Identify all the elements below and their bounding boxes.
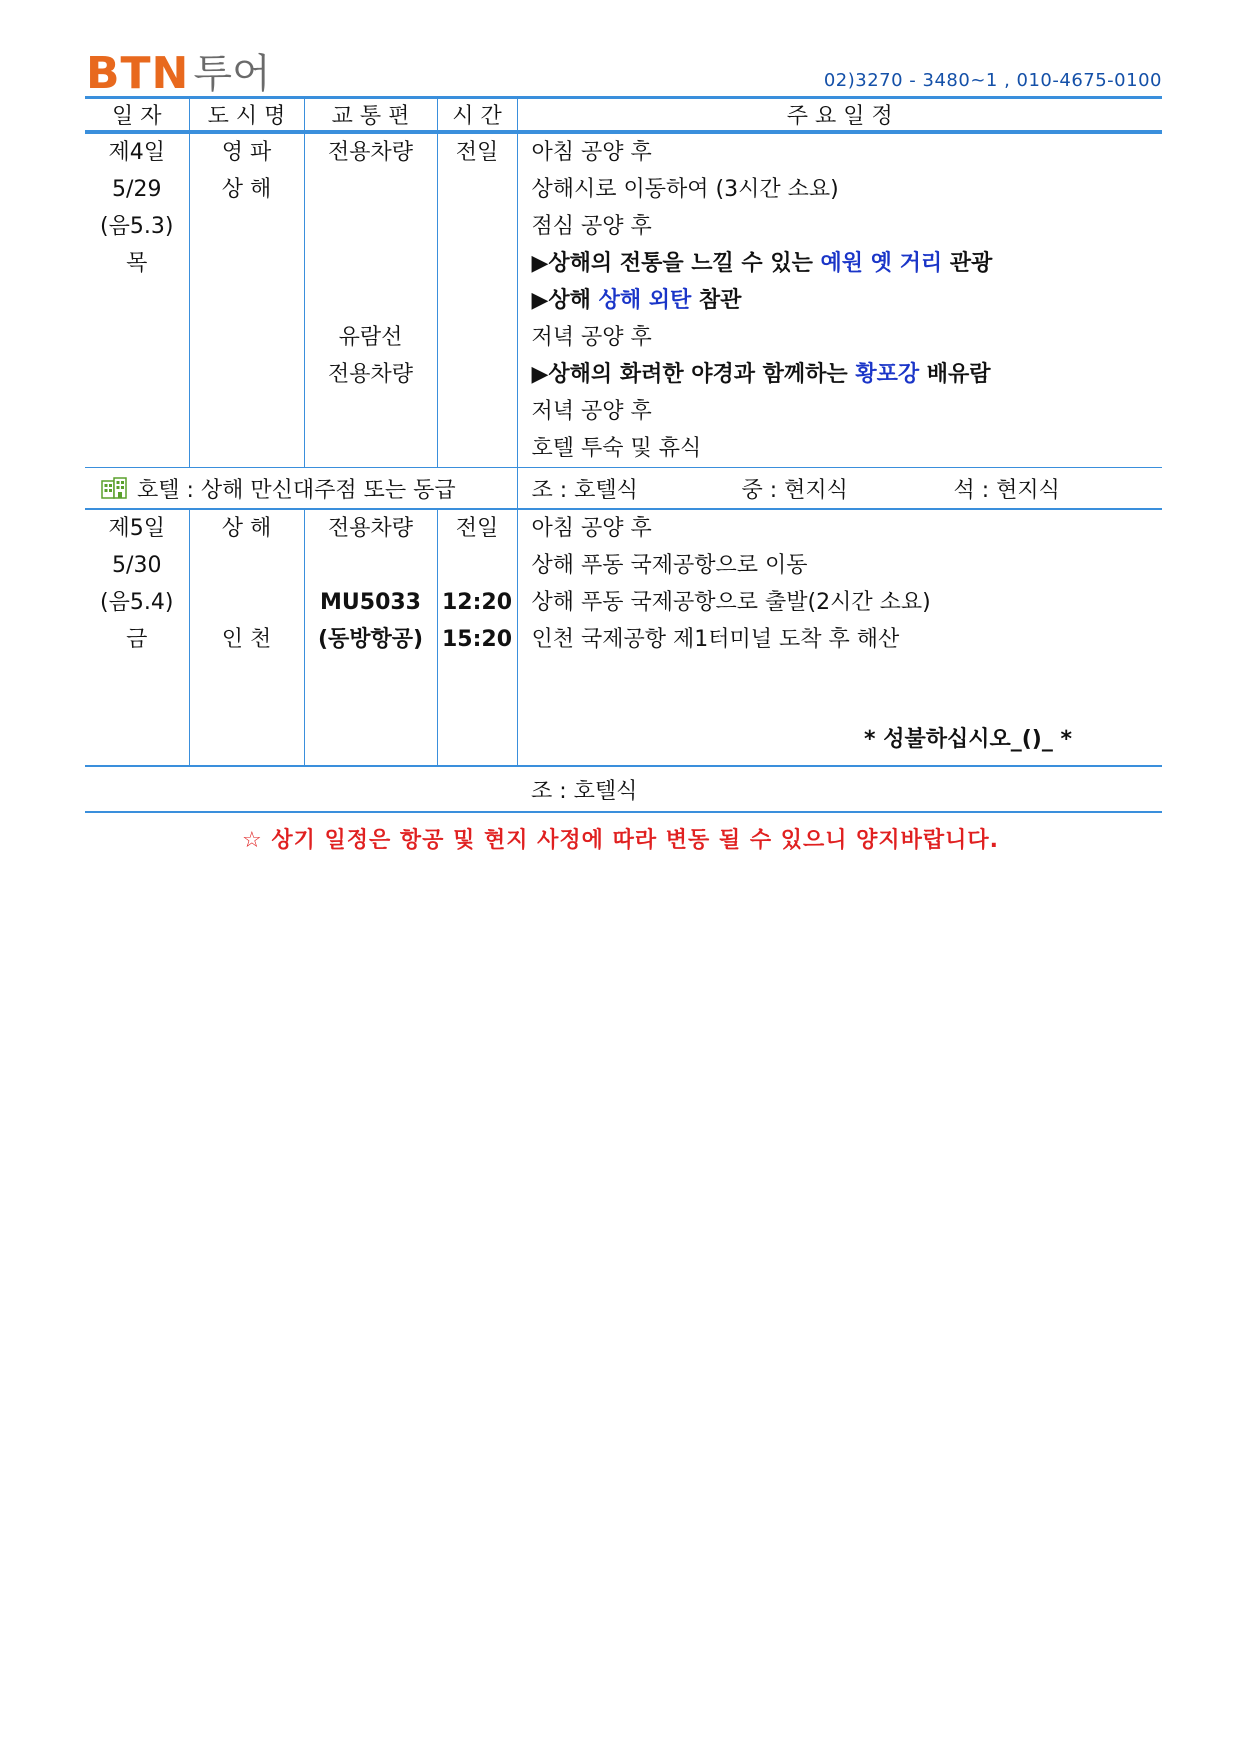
date-line: 금 (126, 627, 148, 652)
schedule-text: 인천 국제공항 제1터미널 도착 후 해산 (531, 627, 900, 652)
transport-line: (동방항공) (317, 627, 424, 652)
company-logo (86, 48, 271, 99)
hotel-name: 호텔 : 상해 만신대주점 또는 동급 (137, 477, 456, 503)
city-line: 영 파 (221, 140, 272, 165)
time-line (438, 547, 517, 584)
transport-line: 전용차량 (327, 362, 413, 387)
header-date: 일 자 (85, 98, 189, 133)
schedule-line (518, 584, 1163, 621)
transport-line (305, 547, 437, 584)
schedule-line (518, 319, 1163, 356)
city-line: 상 해 (221, 177, 272, 202)
day5-row (85, 509, 1162, 766)
schedule-text: ▶상해 (531, 288, 599, 313)
day5-meal-row (85, 766, 1162, 812)
transport-line: 유람선 (338, 325, 403, 350)
logo-sub: 투어 (193, 51, 271, 97)
contact-phone: 02)3270 - 3480~1 , 010-4675-0100 (823, 70, 1162, 91)
date-line: 제4일 (108, 140, 165, 165)
day4-date-cell (85, 132, 189, 468)
logo-brand: BTN (86, 48, 190, 99)
day5-city-cell (189, 509, 304, 766)
day4-city-cell (189, 132, 304, 468)
schedule-line (518, 721, 1163, 758)
day5-date-cell (85, 509, 189, 766)
schedule-text: 아침 공양 후 (531, 140, 652, 165)
transport-line: MU5033 (320, 590, 421, 615)
day5-meal-breakfast: 조 : 호텔식 (531, 778, 638, 804)
city-line (190, 547, 304, 584)
schedule-text: 배유람 (919, 362, 991, 387)
schedule-text: 상해 푸동 국제공항으로 출발(2시간 소요) (531, 590, 931, 615)
schedule-line (518, 208, 1163, 245)
schedule-text: ▶상해의 전통을 느낄 수 있는 (531, 251, 821, 276)
date-line: 5/30 (112, 553, 162, 578)
schedule-text: 아침 공양 후 (531, 516, 652, 541)
highlight-place: 황포강 (855, 362, 920, 387)
schedule-line (518, 171, 1163, 208)
highlight-place: 상해 외탄 (598, 288, 692, 313)
transport-line: 전용차량 (327, 516, 413, 541)
day4-transport-cell (304, 132, 437, 468)
schedule-text: 점심 공양 후 (531, 214, 652, 239)
schedule-text: ▶상해의 화려한 야경과 함께하는 (531, 362, 856, 387)
time-line: 12:20 (441, 590, 513, 615)
city-line (190, 584, 304, 621)
notice-text: ☆ 상기 일정은 항공 및 현지 사정에 따라 변동 될 수 있으니 양지바랍니다. (241, 828, 1000, 853)
day4-time-cell (437, 132, 517, 468)
schedule-text: 상해 푸동 국제공항으로 이동 (531, 553, 808, 578)
time-line: 전일 (455, 140, 499, 165)
schedule-line (518, 547, 1163, 584)
schedule-line (518, 282, 1163, 319)
meal-breakfast: 조 : 호텔식 (531, 477, 638, 503)
hotel-icon (101, 477, 127, 499)
schedule-text: 저녁 공양 후 (531, 325, 652, 350)
highlight-place: 예원 옛 거리 (820, 251, 943, 276)
day5-transport-cell (304, 509, 437, 766)
date-line: 5/29 (112, 177, 162, 202)
transport-line (305, 171, 437, 208)
schedule-text: * 성불하십시오_()_ * (864, 727, 1072, 752)
schedule-line (518, 430, 1163, 467)
schedule-line (518, 356, 1163, 393)
schedule-line (518, 658, 1163, 695)
date-line: (음5.3) (100, 214, 174, 239)
table-header-row (85, 98, 1162, 133)
transport-line (305, 282, 437, 319)
hotel-info-row (85, 468, 1162, 510)
header-transport: 교 통 편 (304, 98, 437, 133)
schedule-line (518, 621, 1163, 658)
schedule-text: 상해시로 이동하여 (3시간 소요) (531, 177, 839, 202)
header-schedule: 주 요 일 정 (517, 98, 1162, 133)
date-line: 목 (126, 251, 148, 276)
transport-line (305, 208, 437, 245)
day4-row (85, 132, 1162, 468)
header-city: 도 시 명 (189, 98, 304, 133)
day5-schedule-cell (517, 509, 1162, 766)
meal-dinner: 석 : 현지식 (953, 477, 1060, 503)
schedule-text: 저녁 공양 후 (531, 399, 652, 424)
schedule-line (518, 510, 1163, 547)
transport-line (305, 245, 437, 282)
itinerary-table (85, 96, 1162, 813)
day5-time-cell (437, 509, 517, 766)
city-line: 인 천 (221, 627, 272, 652)
time-line: 15:20 (441, 627, 513, 652)
schedule-line (518, 134, 1163, 171)
schedule-text: 관광 (942, 251, 993, 276)
schedule-line (518, 393, 1163, 430)
schedule-line (518, 245, 1163, 282)
schedule-text: 호텔 투숙 및 휴식 (531, 436, 702, 461)
time-line: 전일 (455, 516, 499, 541)
day4-schedule-cell (517, 132, 1162, 468)
date-line: (음5.4) (100, 590, 174, 615)
transport-line: 전용차량 (327, 140, 413, 165)
date-line: 제5일 (108, 516, 165, 541)
header-time: 시 간 (437, 98, 517, 133)
schedule-text: 참관 (691, 288, 742, 313)
city-line: 상 해 (221, 516, 272, 541)
meal-lunch: 중 : 현지식 (741, 477, 848, 503)
